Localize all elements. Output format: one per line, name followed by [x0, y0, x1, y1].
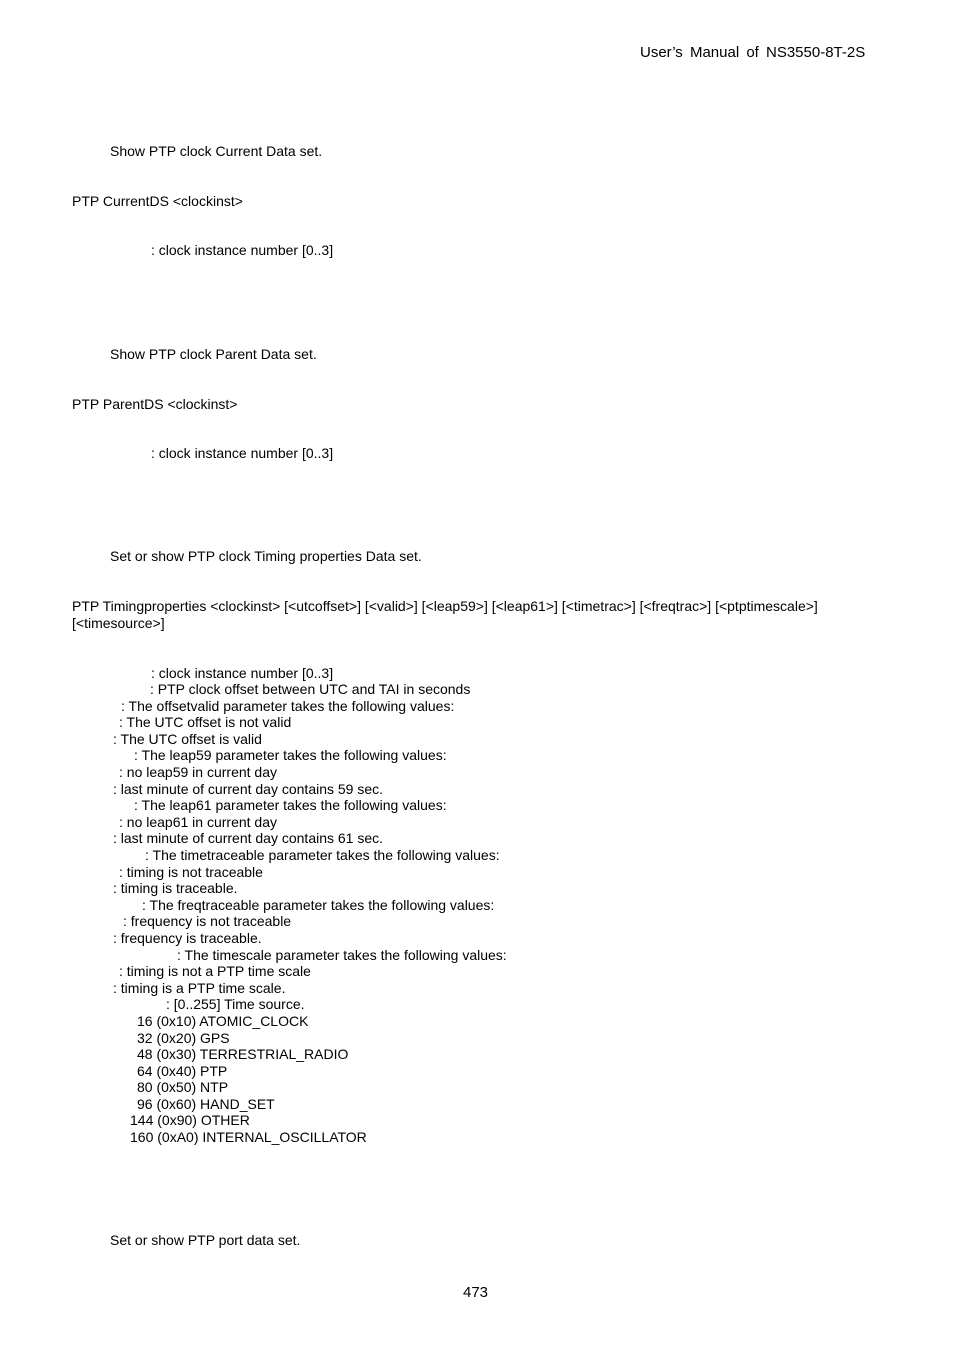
param-line: : no leap59 in current day [119, 764, 277, 780]
param-line: : [0..255] Time source. [166, 996, 305, 1012]
param-line: : PTP clock offset between UTC and TAI in seconds [150, 681, 471, 697]
param-line: : no leap61 in current day [119, 814, 277, 830]
param-line: : clock instance number [0..3] [151, 665, 334, 681]
portds-description: Set or show PTP port data set. [110, 1232, 301, 1248]
timingprops-syntax-line2: [<timesource>] [72, 615, 165, 631]
currentds-syntax: PTP CurrentDS <clockinst> [72, 193, 243, 209]
param-line: : last minute of current day contains 59 sec. [113, 781, 384, 797]
param-line: : The UTC offset is valid [113, 731, 262, 747]
param-line: : The leap61 parameter takes the following values: [134, 797, 447, 813]
timesource-value: 80 (0x50) NTP [137, 1079, 229, 1095]
param-line: : timing is not traceable [119, 864, 263, 880]
param-line: : The timetraceable parameter takes the following values: [145, 847, 500, 863]
param-line: : frequency is traceable. [113, 930, 262, 946]
currentds-description: Show PTP clock Current Data set. [110, 143, 323, 159]
param-line: : timing is traceable. [113, 880, 238, 896]
param-line: : The offsetvalid parameter takes the following values: [121, 698, 455, 714]
param-line: : timing is a PTP time scale. [113, 980, 286, 996]
timesource-value: 16 (0x10) ATOMIC_CLOCK [137, 1013, 309, 1029]
param-line: : The leap59 parameter takes the following values: [134, 747, 447, 763]
page-number: 473 [463, 1284, 489, 1301]
timesource-value: 32 (0x20) GPS [137, 1030, 230, 1046]
currentds-param-clockinst: : clock instance number [0..3] [151, 242, 334, 258]
param-line: : last minute of current day contains 61 sec. [113, 830, 384, 846]
manual-header: User’s Manual of NS3550-8T-2S [640, 44, 866, 61]
param-line: : frequency is not traceable [123, 913, 292, 929]
timesource-value: 48 (0x30) TERRESTRIAL_RADIO [137, 1046, 349, 1062]
timesource-value: 96 (0x60) HAND_SET [137, 1096, 275, 1112]
timingprops-syntax-line1: PTP Timingproperties <clockinst> [<utcoffset>] [<valid>] [<leap59>] [<leap61>] [<timetrac>] [<freqtrac>] [<ptptimescale>] [72, 598, 818, 614]
param-line: : The freqtraceable parameter takes the following values: [142, 897, 495, 913]
param-line: : The UTC offset is not valid [119, 714, 292, 730]
param-line: : timing is not a PTP time scale [119, 963, 311, 979]
parentds-syntax: PTP ParentDS <clockinst> [72, 396, 238, 412]
param-line: : The timescale parameter takes the following values: [177, 947, 507, 963]
timesource-value: 64 (0x40) PTP [137, 1063, 228, 1079]
timingprops-description: Set or show PTP clock Timing properties Data set. [110, 548, 422, 564]
parentds-description: Show PTP clock Parent Data set. [110, 346, 317, 362]
parentds-param-clockinst: : clock instance number [0..3] [151, 445, 334, 461]
timesource-value: 144 (0x90) OTHER [130, 1112, 250, 1128]
timesource-value: 160 (0xA0) INTERNAL_OSCILLATOR [130, 1129, 367, 1145]
